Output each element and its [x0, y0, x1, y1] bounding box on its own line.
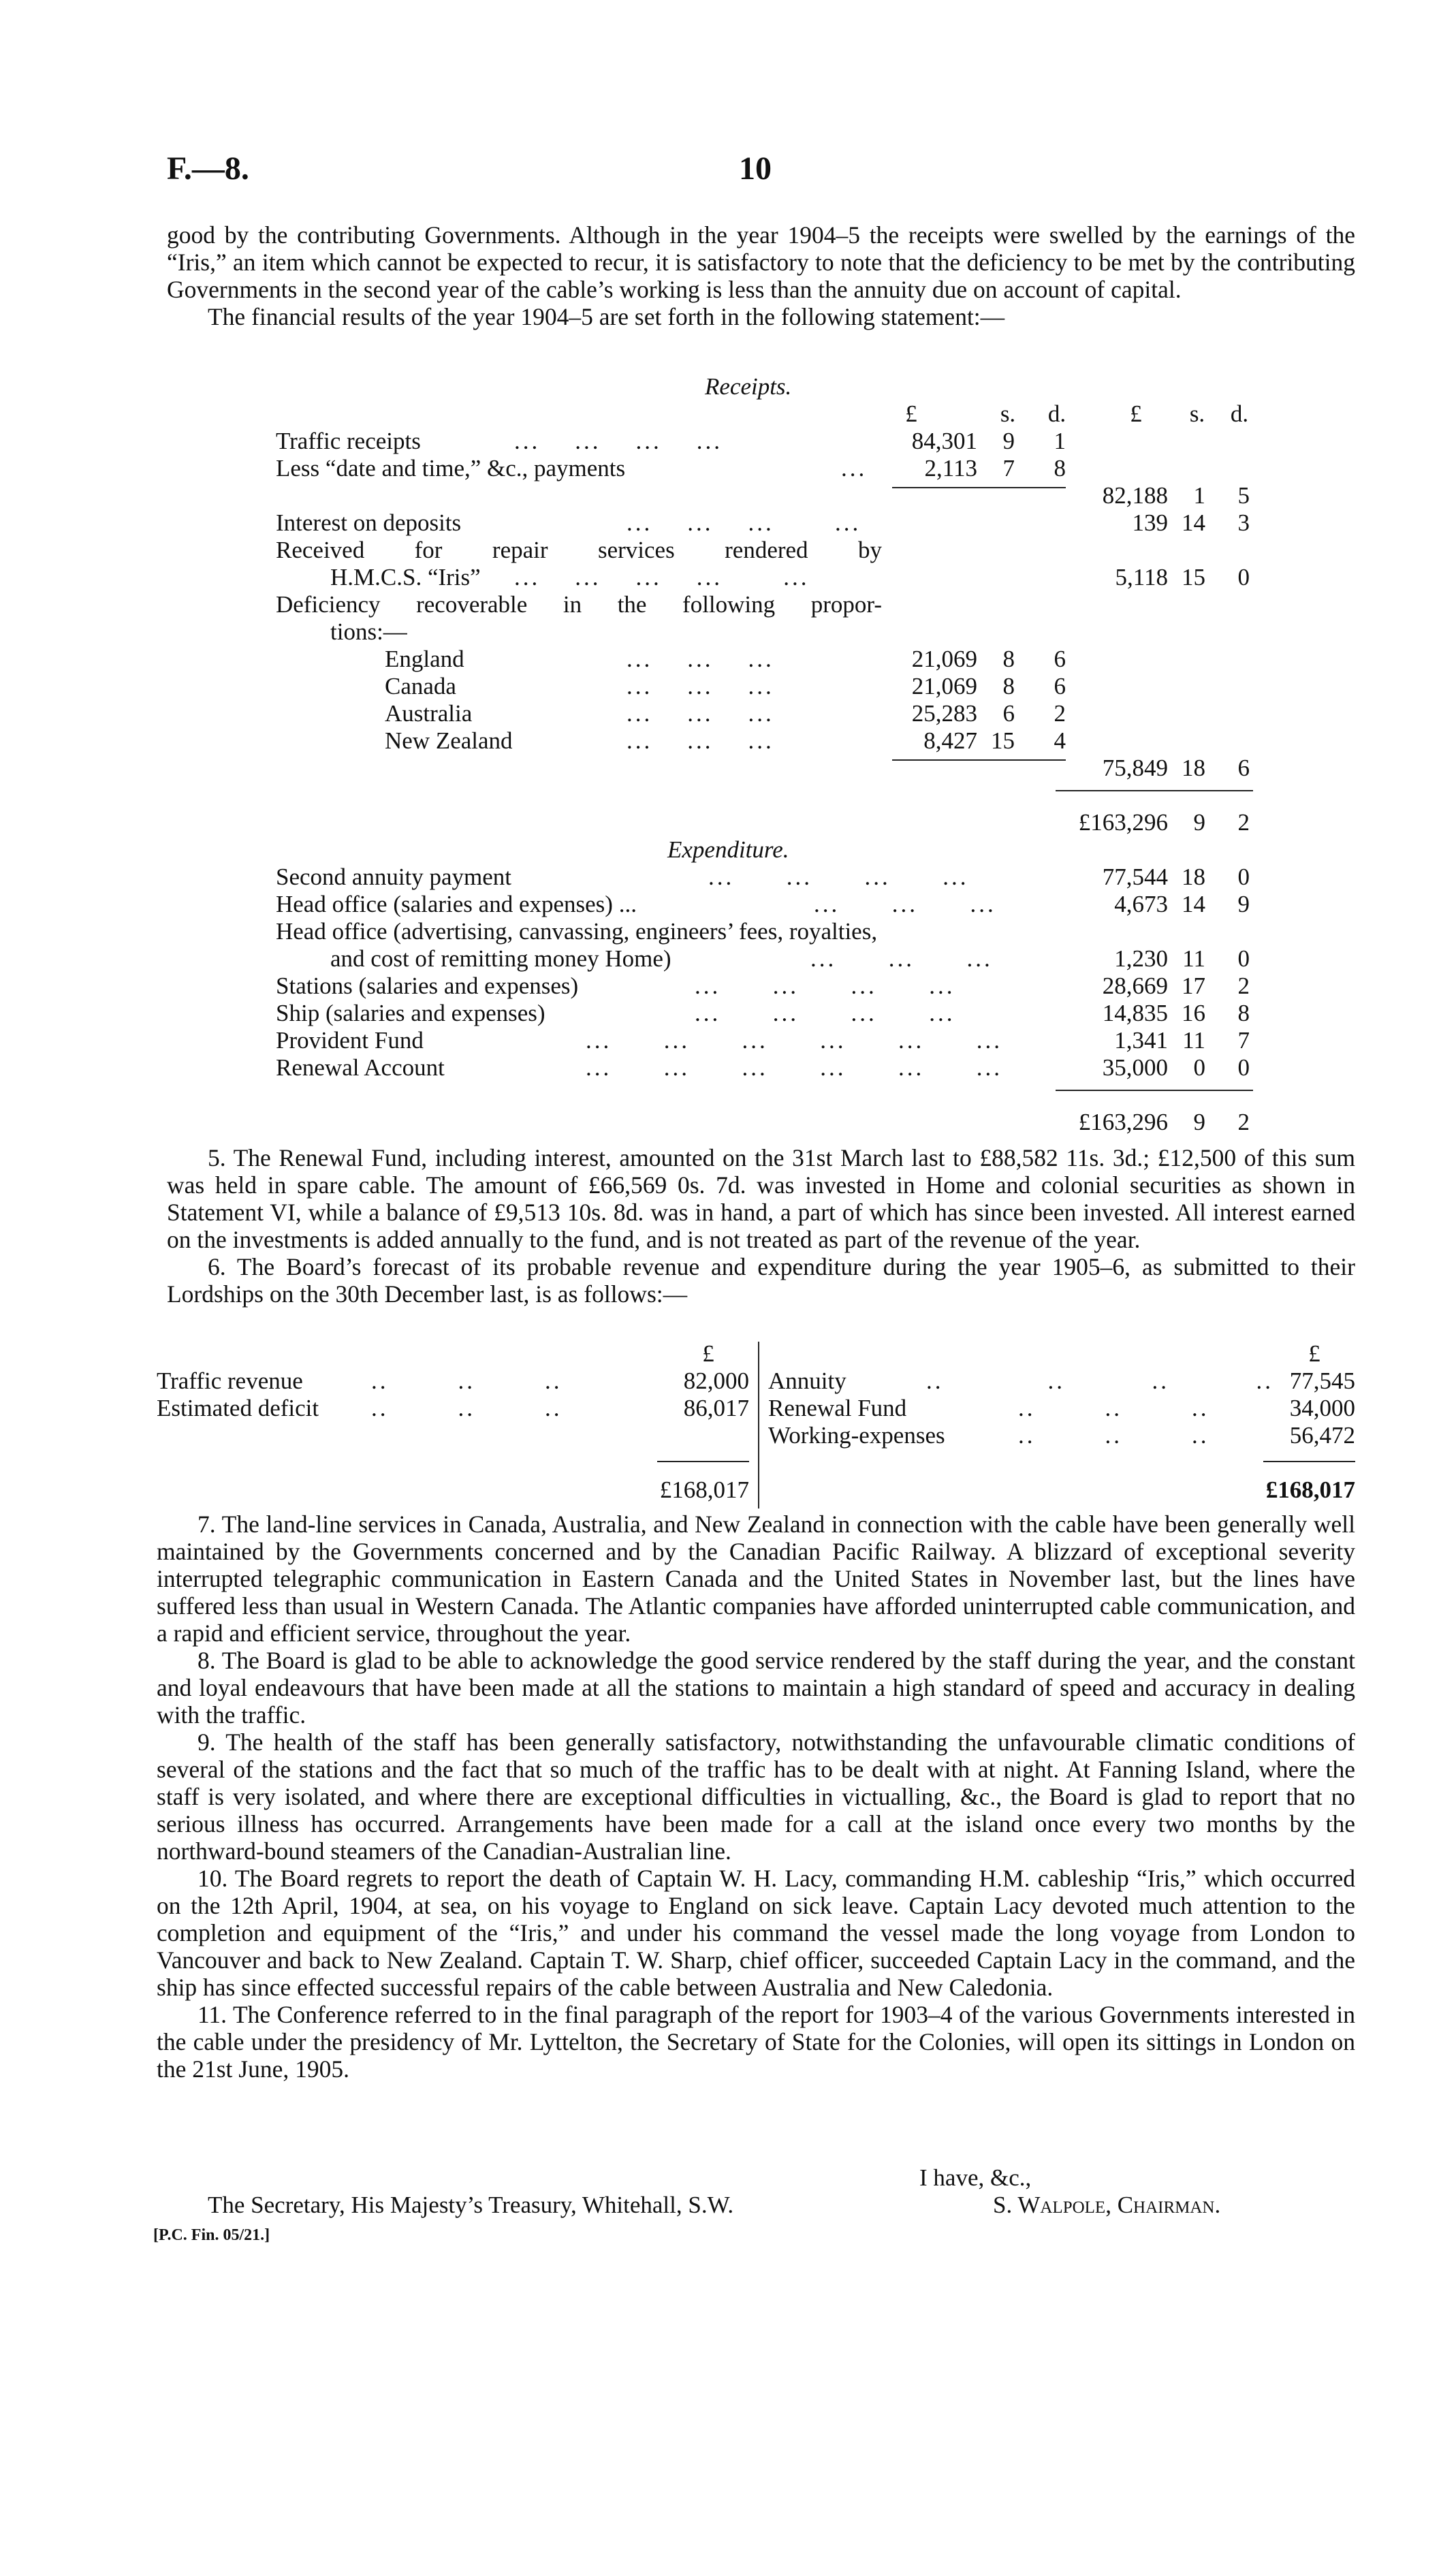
outer-pence: 2 — [1237, 973, 1250, 999]
paragraphs-5-6 — [167, 1144, 1355, 1308]
expenditure-label: Stations (salaries and expenses) — [276, 973, 579, 999]
leader-dots: ... ... ... — [627, 673, 774, 699]
total-rule — [1056, 1090, 1253, 1091]
outer-pounds: 82,188 — [1102, 482, 1168, 509]
outer-shillings: 11 — [1182, 1027, 1205, 1054]
receipt-label-continued: tions:— — [330, 618, 407, 645]
forecast-right-label: Working-expenses — [768, 1422, 945, 1449]
outer-pounds: 77,544 — [1102, 864, 1168, 890]
expenditure-label: Renewal Account — [276, 1054, 445, 1081]
inner-pounds: 21,069 — [911, 673, 977, 699]
intro-paragraph-2: The financial results of the year 1904–5 are set forth in the following statement:— — [208, 303, 1005, 330]
paragraph-6: 6. The Board’s forecast of its probable revenue and expenditure during the year 1905–6, as submitted to their Lordships on the 30th December last, is as follows:— — [167, 1253, 1355, 1308]
outer-pounds: 1,341 — [1114, 1027, 1168, 1054]
forecast-right-total: £168,017 — [1265, 1477, 1355, 1503]
inner-shillings: 8 — [1002, 673, 1015, 699]
forecast-right-label: Annuity — [768, 1368, 846, 1394]
forecast-left-value: 86,017 — [683, 1395, 749, 1421]
forecast-left-label: Traffic revenue — [157, 1368, 303, 1394]
inner-pounds: 21,069 — [911, 646, 977, 672]
expenditure-label: Provident Fund — [276, 1027, 424, 1054]
forecast-right-value: 56,472 — [1289, 1422, 1355, 1449]
leader-dots: ... ... ... ... — [514, 428, 723, 454]
outer-pounds: 1,230 — [1114, 945, 1168, 972]
outer-shillings: 18 — [1182, 864, 1205, 890]
expenditure-total-pounds: £163,296 — [1078, 1109, 1168, 1135]
receipt-label: Interest on deposits — [276, 509, 462, 536]
intro-paragraph-1: good by the contributing Governments. Although in the year 1904–5 the receipts were swelled by the earnings of the “Iris,” an item which cannot be expected to recur, it is satisfactory to note that the deficiency to be met by the contributing Governments in the second year of the cable’s working is less than the annuity due on account of capital. — [167, 221, 1355, 303]
inner-shillings: 9 — [1002, 428, 1015, 454]
forecast-total-rule — [657, 1461, 749, 1462]
leader-dots: .. .. .. — [1018, 1422, 1209, 1449]
outer-pence: 6 — [1237, 755, 1250, 781]
country-label: England — [385, 646, 464, 672]
leader-dots: ... ... ... — [627, 700, 774, 727]
forecast-left-label: Estimated deficit — [157, 1395, 319, 1421]
currency-header: £ — [1308, 1340, 1320, 1367]
receipts-total-shillings: 9 — [1193, 809, 1205, 836]
forecast-right-value: 77,545 — [1289, 1368, 1355, 1394]
outer-pence: 0 — [1237, 945, 1250, 972]
outer-pence: 7 — [1237, 1027, 1250, 1054]
receipt-label: Received for repair services rendered by — [276, 537, 882, 563]
leader-dots: ... ... ... — [627, 646, 774, 672]
leader-dots: ... ... ... ... ... ... — [586, 1027, 1002, 1054]
closing-salutation: I have, &c., — [919, 2164, 1032, 2191]
inner-pence: 8 — [1054, 455, 1066, 481]
leader-dots: ... ... ... ... ... — [514, 564, 810, 590]
outer-pounds: 4,673 — [1114, 891, 1168, 917]
col-header: d. — [1230, 400, 1249, 427]
outer-pence: 0 — [1237, 564, 1250, 590]
leader-dots: ... ... ... — [810, 945, 993, 972]
currency-header: £ — [702, 1340, 714, 1367]
forecast-right-label: Renewal Fund — [768, 1395, 907, 1421]
outer-pounds: 28,669 — [1102, 973, 1168, 999]
leader-dots: ... ... ... ... — [627, 509, 861, 536]
paragraph-5: 5. The Renewal Fund, including interest, amounted on the 31st March last to £88,582 11s. 3d.; £12,500 of this sum was held in spare cable. The amount of £66,569 0s. 7d. was invested in Home and colonial securities as shown in Statement VI, while a balance of £9,513 10s. 8d. was in hand, a part of which has since been invested. All interest earned on the investments is added annually to the fund, and is not treated as part of the revenue of the year. — [167, 1144, 1355, 1253]
expenditure-label: Head office (salaries and expenses) ... — [276, 891, 637, 917]
outer-shillings: 0 — [1193, 1054, 1205, 1081]
inner-pounds: 25,283 — [911, 700, 977, 727]
page-number: 10 — [739, 151, 772, 187]
leader-dots: ... — [841, 455, 868, 481]
paragraph-10: 10. The Board regrets to report the death of Captain W. H. Lacy, commanding H.M. cableship “Iris,” which occurred on the 12th April, 1904, at sea, on his voyage to England on sick leave. Captain Lacy devoted much attention to the completion and equipment of the “Iris,” and under his command the vessel made the long voyage from London to Vancouver and back to New Zealand. Captain T. W. Sharp, chief officer, succeeded Captain Lacy in the command, and the ship has since effected successful repairs of the cable between Australia and New Caledonia. — [157, 1865, 1355, 2001]
inner-pence: 1 — [1054, 428, 1066, 454]
outer-pounds: 5,118 — [1115, 564, 1168, 590]
expenditure-label: Head office (advertising, canvassing, engineers’ fees, royalties, — [276, 918, 878, 945]
outer-shillings: 1 — [1193, 482, 1205, 509]
closing-signature: S. Walpole, Chairman. — [993, 2192, 1221, 2218]
outer-pence: 0 — [1237, 1054, 1250, 1081]
forecast-left-value: 82,000 — [683, 1368, 749, 1394]
col-header: s. — [1189, 400, 1205, 427]
forecast-divider — [758, 1342, 759, 1509]
col-header: £ — [1130, 400, 1142, 427]
inner-pence: 6 — [1054, 646, 1066, 672]
outer-shillings: 11 — [1182, 945, 1205, 972]
receipts-total-pence: 2 — [1237, 809, 1250, 836]
outer-pence: 5 — [1237, 482, 1250, 509]
leader-dots: ... ... ... ... ... ... — [586, 1054, 1002, 1081]
intro-paragraphs — [167, 221, 1355, 330]
receipt-label: Traffic receipts — [276, 428, 421, 454]
outer-shillings: 16 — [1182, 1000, 1205, 1026]
expenditure-total-pence: 2 — [1237, 1109, 1250, 1135]
paragraph-9: 9. The health of the staff has been generally satisfactory, notwithstanding the unfavourable climatic conditions of several of the stations and the fact that so much of the traffic has to be dealt with at night. At Fanning Island, where the staff is very isolated, and where there are exceptional difficulties in victualling, &c., the Board is glad to report that no serious illness has occurred. Arrangements have been made for a call at the island once every two months by the northward-bound steamers of the Canadian-Australian line. — [157, 1728, 1355, 1865]
inner-shillings: 15 — [991, 727, 1015, 754]
leader-dots: ... ... ... — [627, 727, 774, 754]
receipt-label-continued: H.M.C.S. “Iris” — [330, 564, 481, 590]
country-label: New Zealand — [385, 727, 513, 754]
forecast-left-total: £168,017 — [659, 1477, 749, 1503]
outer-shillings: 18 — [1182, 755, 1205, 781]
paragraph-7: 7. The land-line services in Canada, Australia, and New Zealand in connection with the cable have been generally well maintained by the Governments concerned and by the Canadian Pacific Railway. A blizzard of exceptional severity interrupted telegraphic communication in Eastern Canada and the United States in November last, but the lines have suffered less than usual in Western Canada. The Atlantic companies have afforded uninterrupted cable communication, and a rapid and efficient service, throughout the year. — [157, 1511, 1355, 1647]
subtotal-rule — [892, 759, 1066, 761]
country-label: Canada — [385, 673, 456, 699]
outer-shillings: 14 — [1182, 509, 1205, 536]
inner-pence: 6 — [1054, 673, 1066, 699]
outer-shillings: 17 — [1182, 973, 1205, 999]
inner-pounds: 2,113 — [924, 455, 977, 481]
paragraph-8: 8. The Board is glad to be able to acknowledge the good service rendered by the staff during the year, and the constant and loyal endeavours that have been made at all the stations to maintain a high standard of speed and accuracy in dealing with the traffic. — [157, 1647, 1355, 1728]
outer-pence: 8 — [1237, 1000, 1250, 1026]
forecast-right-value: 34,000 — [1289, 1395, 1355, 1421]
outer-shillings: 15 — [1182, 564, 1205, 590]
subtotal-rule — [892, 487, 1066, 488]
outer-pounds: 35,000 — [1102, 1054, 1168, 1081]
inner-pounds: 84,301 — [911, 428, 977, 454]
outer-pence: 3 — [1237, 509, 1250, 536]
leader-dots: ... ... ... — [814, 891, 996, 917]
leader-dots: .. .. .. — [371, 1395, 563, 1421]
col-header: £ — [905, 400, 917, 427]
inner-pence: 2 — [1054, 700, 1066, 727]
paragraphs-7-11 — [157, 1511, 1355, 2083]
forecast-total-rule — [1263, 1461, 1355, 1462]
receipt-label: Deficiency recoverable in the following propor- — [276, 591, 882, 618]
inner-shillings: 8 — [1002, 646, 1015, 672]
receipts-total-pounds: £163,296 — [1078, 809, 1168, 836]
inner-shillings: 7 — [1002, 455, 1015, 481]
leader-dots: .. .. .. — [1018, 1395, 1209, 1421]
inner-shillings: 6 — [1002, 700, 1015, 727]
expenditure-heading: Expenditure. — [667, 836, 789, 863]
outer-pounds: 75,849 — [1102, 755, 1168, 781]
paragraph-11: 11. The Conference referred to in the final paragraph of the report for 1903–4 of the various Governments interested in the cable under the presidency of Mr. Lyttelton, the Secretary of State for the Colonies, will open its sittings in London on the 21st June, 1905. — [157, 2001, 1355, 2083]
expenditure-total-shillings: 9 — [1193, 1109, 1205, 1135]
outer-pounds: 14,835 — [1102, 1000, 1168, 1026]
leader-dots: .. .. .. — [371, 1368, 563, 1394]
country-label: Australia — [385, 700, 473, 727]
leader-dots: ... ... ... ... — [695, 973, 955, 999]
expenditure-label: Second annuity payment — [276, 864, 512, 890]
leader-dots: ... ... ... ... — [695, 1000, 955, 1026]
expenditure-label: Ship (salaries and expenses) — [276, 1000, 545, 1026]
leader-dots: .. .. .. .. — [926, 1368, 1273, 1394]
col-header: d. — [1047, 400, 1066, 427]
print-reference: [P.C. Fin. 05/21.] — [153, 2226, 270, 2244]
receipts-heading: Receipts. — [705, 373, 792, 400]
receipt-label: Less “date and time,” &c., payments — [276, 455, 626, 481]
document-code: F.—8. — [167, 151, 249, 187]
outer-pence: 0 — [1237, 864, 1250, 890]
expenditure-label-continued: and cost of remitting money Home) — [330, 945, 671, 972]
outer-shillings: 14 — [1182, 891, 1205, 917]
total-rule — [1056, 790, 1253, 791]
inner-pounds: 8,427 — [923, 727, 977, 754]
closing-addressee: The Secretary, His Majesty’s Treasury, Whitehall, S.W. — [208, 2192, 734, 2218]
col-header: s. — [1000, 400, 1016, 427]
leader-dots: ... ... ... ... — [708, 864, 969, 890]
inner-pence: 4 — [1054, 727, 1066, 754]
outer-pounds: 139 — [1132, 509, 1168, 536]
outer-pence: 9 — [1237, 891, 1250, 917]
